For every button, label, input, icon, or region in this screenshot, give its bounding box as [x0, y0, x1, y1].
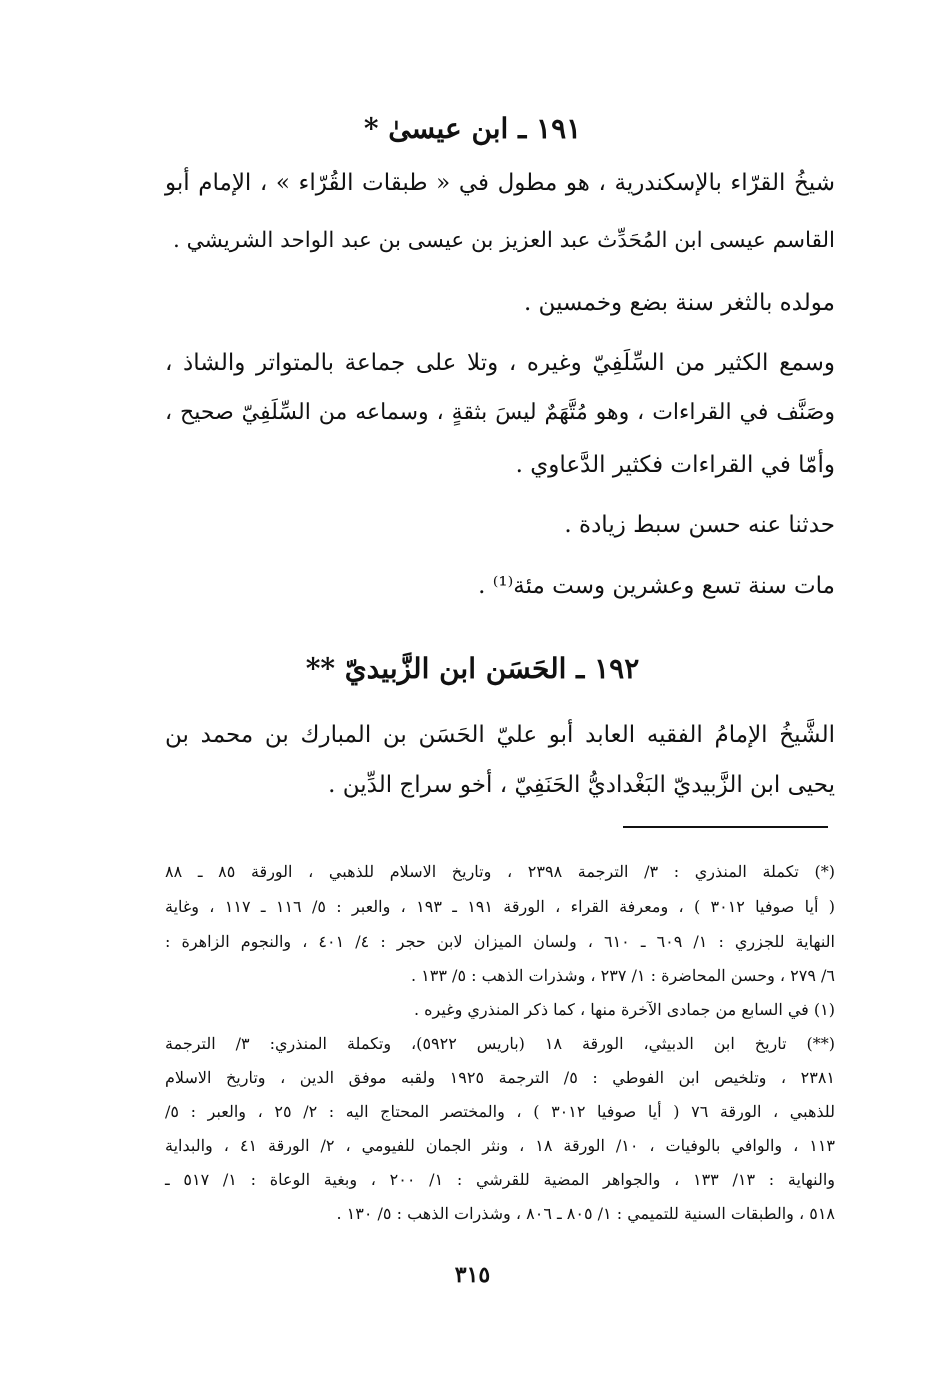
- footnote-line-9: ١١٣ ، والوافي بالوفيات ، ١٠/ الورقة ١٨ ، ونثر الجمان للفيومي ، ٢/ الورقة ٤١ ، والبداية: [165, 1136, 835, 1155]
- entry-191-line-6: وأمّا في القراءات فكثير الدَّعاوي .: [515, 452, 835, 478]
- entry-191-line-8: مات سنة تسع وعشرين وست مئة⁽¹⁾ .: [478, 573, 835, 599]
- entry-192-line-1: الشَّيخُ الإمامُ الفقيه العابد أبو عليّ الحَسَن بن المبارك بن محمد بن: [165, 722, 835, 748]
- footnote-line-4: ٦/ ٢٧٩ ، وحسن المحاضرة : ١/ ٢٣٧ ، وشذرات الذهب : ٥/ ١٣٣ .: [411, 966, 835, 985]
- entry-191-line-7: حدثنا عنه حسن سبط زيادة .: [564, 512, 835, 538]
- entry-192-line-2: يحيى ابن الزَّبيديّ البَغْداديُّ الحَنَفِيّ ، أخو سراج الدِّين .: [328, 772, 835, 798]
- entry-191-heading: ١٩١ ـ ابن عيسىٰ *: [363, 112, 582, 145]
- footnote-line-6: (**) تاريخ ابن الدبيثي، الورقة ١٨ (باريس ٥٩٢٢)، وتكملة المنذري: ٣/ الترجمة: [165, 1034, 835, 1053]
- footnote-line-10: والنهاية : ١٣/ ١٣٣ ، والجواهر المضية للقرشي : ١/ ٢٠٠ ، وبغية الوعاة : ١/ ٥١٧ ـ: [165, 1170, 836, 1189]
- footnote-line-7: ٢٣٨١ ، وتلخيص ابن الفوطي : ٥/ الترجمة ١٩٢٥ ولقبه موفق الدين ، وتاريخ الاسلام: [165, 1068, 836, 1087]
- entry-191-line-5: وصَنَّف في القراءات ، وهو مُتَّهَمٌ ليسَ بثقةٍ ، وسماعه من السِّلَفِيّ صحيح ،: [165, 400, 835, 425]
- footnote-separator: [623, 826, 828, 828]
- entry-191-line-4: وسمع الكثير من السِّلَفِيّ وغيره ، وتلا على جماعة بالمتواتر والشاذ ،: [165, 350, 835, 376]
- entry-191-line-3: مولده بالثغر سنة بضع وخمسين .: [523, 290, 835, 316]
- entry-191-line-2: القاسم عيسى ابن المُحَدِّث عبد العزيز بن عيسى بن عبد الواحد الشريشي .: [173, 228, 835, 253]
- entry-192-heading: ١٩٢ ـ الحَسَن ابن الزَّبيديّ **: [305, 652, 640, 685]
- footnote-line-8: للذهبي ، الورقة ٧٦ ( أيا صوفيا ٣٠١٢ ) ، والمختصر المحتاج اليه : ٢/ ٢٥ ، والعبر : ٥/: [165, 1102, 835, 1121]
- footnote-line-5: (١) في السابع من جمادى الآخرة منها ، كما ذكر المنذري وغيره .: [413, 1000, 835, 1019]
- footnote-line-1: (*) تكملة المنذري : ٣/ الترجمة ٢٣٩٨ ، وتاريخ الاسلام للذهبي ، الورقة ٨٥ ـ ٨٨: [165, 862, 835, 881]
- footnote-line-2: ( أيا صوفيا ٣٠١٢ ) ، ومعرفة القراء ، الورقة ١٩١ ـ ١٩٣ ، والعبر : ٥/ ١١٦ ـ ١١٧ ، وغاية: [165, 897, 836, 916]
- entry-191-line-1: شيخُ القرّاء بالإسكندرية ، هو مطول في « طبقات القُرّاء » ، الإمام أبو: [165, 170, 835, 196]
- footnote-line-3: النهاية للجزري : ١/ ٦٠٩ ـ ٦١٠ ، ولسان الميزان لابن حجر : ٤/ ٤٠١ ، والنجوم الزاهرة :: [165, 932, 835, 951]
- page-number: ٣١٥: [454, 1262, 491, 1288]
- footnote-line-11: ٥١٨ ، والطبقات السنية للتميمي : ١/ ٨٠٥ ـ ٨٠٦ ، وشذرات الذهب : ٥/ ١٣٠ .: [336, 1204, 835, 1223]
